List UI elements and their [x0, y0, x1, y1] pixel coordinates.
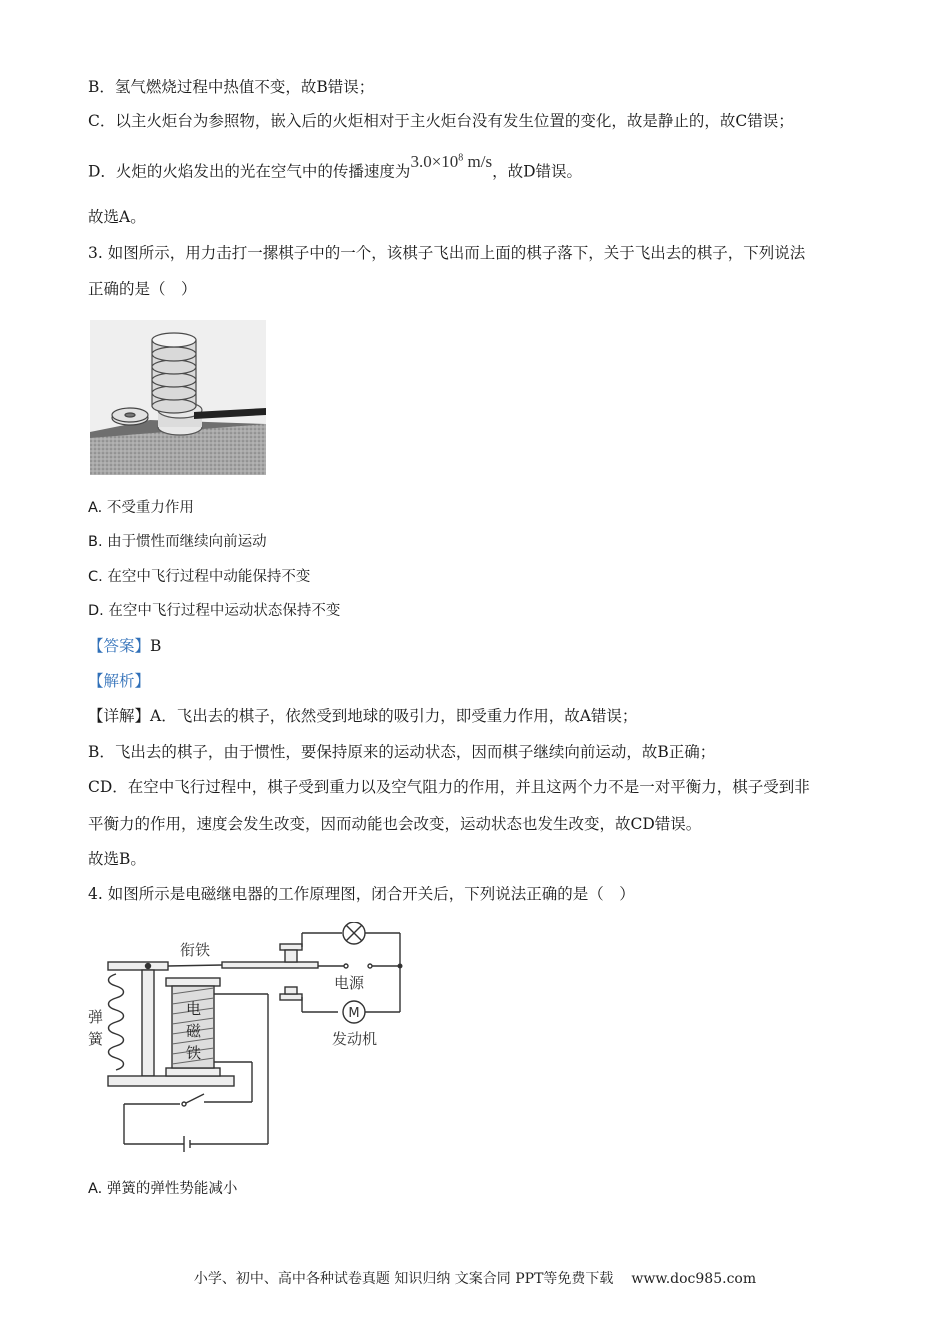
text-line-choose-a: 故选A。	[88, 208, 146, 226]
text-line-d	[88, 151, 583, 183]
label-magnet-3: 铁	[186, 1044, 202, 1062]
label-power: 电源	[334, 974, 365, 992]
label-motor: 发动机	[332, 1030, 378, 1048]
relay-diagram	[80, 922, 410, 1162]
detail-line-cd2: 平衡力的作用，速度会发生改变，因而动能也会改变，运动状态也发生改变，故CD错误。	[88, 815, 702, 833]
speed-formula: $3.0\times 10^8$ m/s	[410, 151, 493, 171]
q3-option-d: D. 在空中飞行过程中运动状态保持不变	[88, 603, 341, 619]
detail-label: 【详解】	[88, 707, 151, 725]
label-armature: 衔铁	[180, 941, 211, 959]
motor-symbol: M	[348, 1006, 360, 1021]
detail-line-b: B．飞出去的棋子，由于惯性，要保持原来的运动状态，因而棋子继续向前运动，故B正确；	[88, 743, 716, 761]
footer-text: 小学、初中、高中各种试卷真题 知识归纳 文案合同 PPT等免费下载	[193, 1271, 614, 1287]
page-footer	[0, 1268, 950, 1288]
label-magnet-1: 电	[186, 1000, 202, 1018]
text-line-b: B．氢气燃烧过程中热值不变，故B错误；	[88, 78, 375, 96]
label-spring-1: 弹	[88, 1008, 104, 1026]
q4-option-a: A. 弹簧的弹性势能减小	[88, 1181, 238, 1197]
footer-url[interactable]: www.doc985.com	[631, 1271, 757, 1287]
detail-line-a: 【详解】A．飞出去的棋子，依然受到地球的吸引力，即受重力作用，故A错误；	[88, 707, 638, 725]
answer-label: 【答案】	[88, 637, 151, 655]
q3-option-a: A. 不受重力作用	[88, 500, 194, 516]
question-3-line2: 正确的是（ ）	[88, 280, 197, 298]
answer-line	[88, 635, 161, 657]
analysis-label: 【解析】	[88, 672, 151, 690]
q3-option-c: C. 在空中飞行过程中动能保持不变	[88, 569, 311, 585]
detail-line-cd1: CD．在空中飞行过程中，棋子受到重力以及空气阻力的作用，并且这两个力不是一对平衡力，棋子受到非	[88, 778, 810, 796]
label-spring-2: 簧	[88, 1030, 104, 1048]
q3-option-b: B. 由于惯性而继续向前运动	[88, 534, 267, 550]
answer-value: B	[150, 637, 162, 655]
label-magnet-2: 磁	[186, 1022, 202, 1040]
chess-pieces-image	[90, 320, 266, 475]
text-line-c: C．以主火炬台为参照物，嵌入后的火炬相对于主火炬台没有发生位置的变化，故是静止的，故C错误；	[88, 112, 794, 130]
detail-line-end: 故选B。	[88, 850, 146, 868]
question-3-line1: 3. 如图所示，用力击打一摞棋子中的一个，该棋子飞出而上面的棋子落下，关于飞出去的棋子，下列说法	[88, 244, 806, 262]
text-d-part2: ，故D错误。	[492, 162, 583, 181]
text-d-part1: D．火炬的火焰发出的光在空气中的传播速度为	[88, 162, 411, 181]
question-4: 4. 如图所示是电磁继电器的工作原理图，闭合开关后，下列说法正确的是（ ）	[88, 885, 635, 903]
